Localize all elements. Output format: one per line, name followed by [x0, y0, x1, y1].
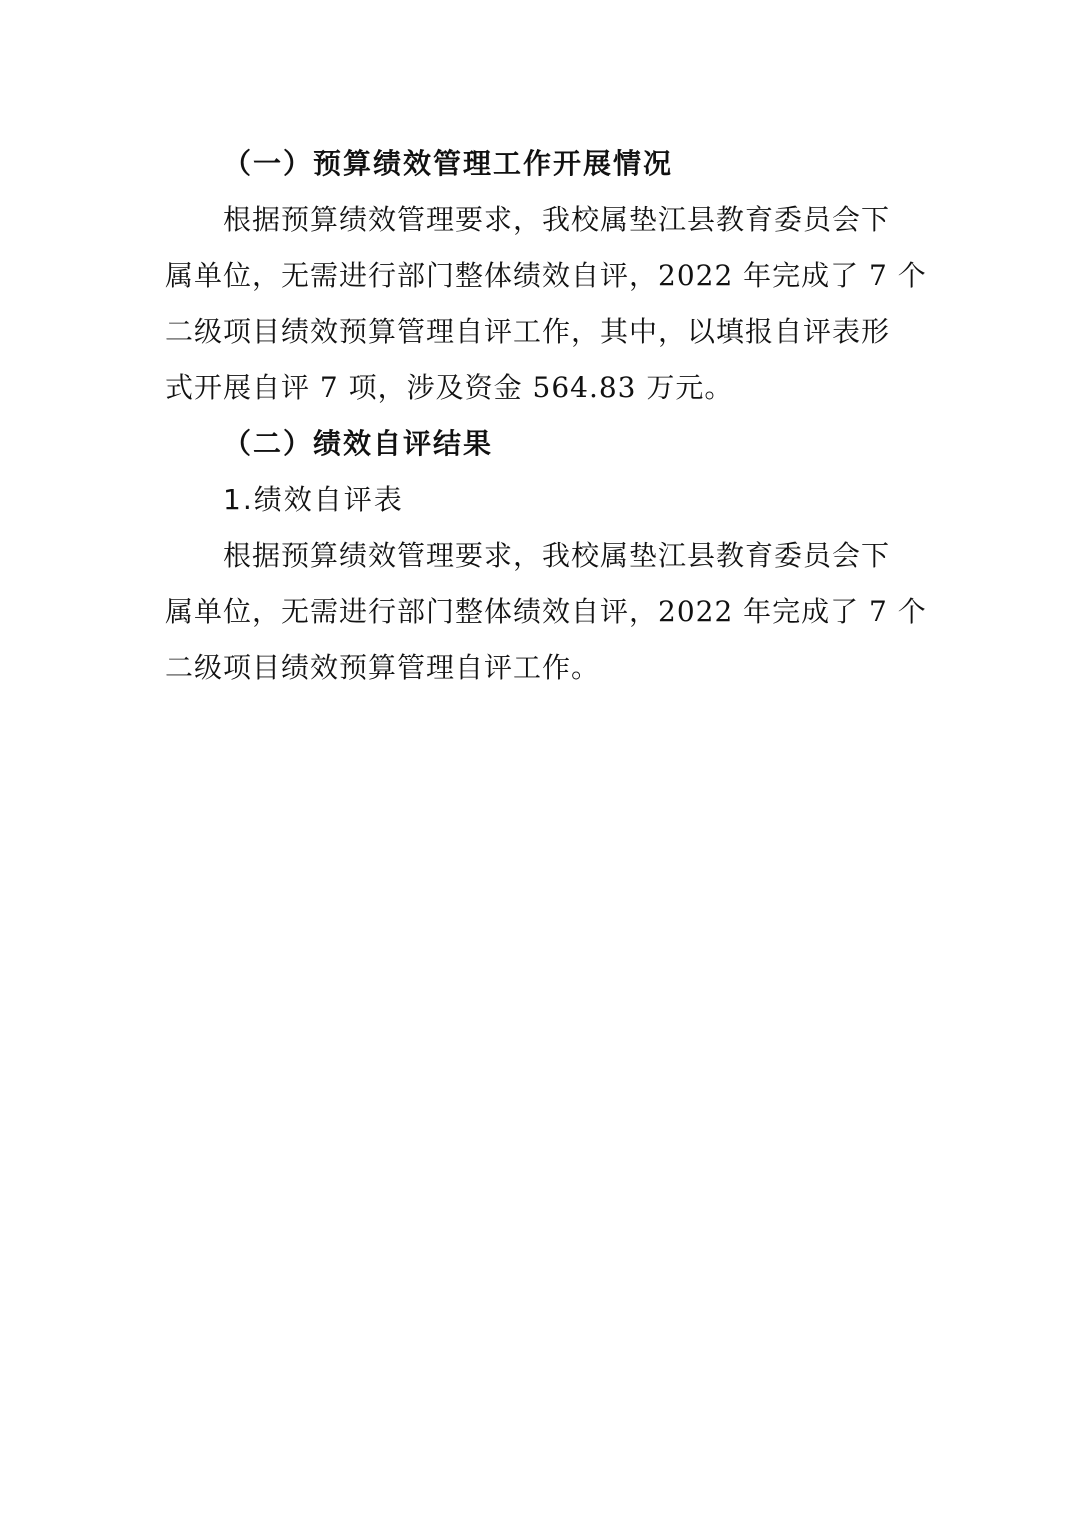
paragraph-line: 根据预算绩效管理要求，我校属垫江县教育委员会下: [223, 203, 891, 236]
paragraph-line: 根据预算绩效管理要求，我校属垫江县教育委员会下: [223, 539, 891, 572]
paragraph-line: 二级项目绩效预算管理自评工作，其中，以填报自评表形: [165, 315, 891, 348]
subheading-self-evaluation-table: 1.绩效自评表: [223, 483, 404, 516]
document-body: [165, 136, 927, 696]
paragraph-budget-performance: [165, 192, 927, 416]
paragraph-line: 二级项目绩效预算管理自评工作。: [165, 651, 601, 684]
paragraph-line: 属单位，无需进行部门整体绩效自评，2022 年完成了 7 个: [165, 259, 927, 292]
paragraph-self-evaluation: [165, 528, 927, 696]
paragraph-line: 属单位，无需进行部门整体绩效自评，2022 年完成了 7 个: [165, 595, 927, 628]
section-heading-self-evaluation-results: （二）绩效自评结果: [223, 427, 494, 460]
paragraph-line: 式开展自评 7 项，涉及资金 564.83 万元。: [165, 371, 734, 404]
section-heading-budget-performance: （一）预算绩效管理工作开展情况: [223, 147, 674, 180]
